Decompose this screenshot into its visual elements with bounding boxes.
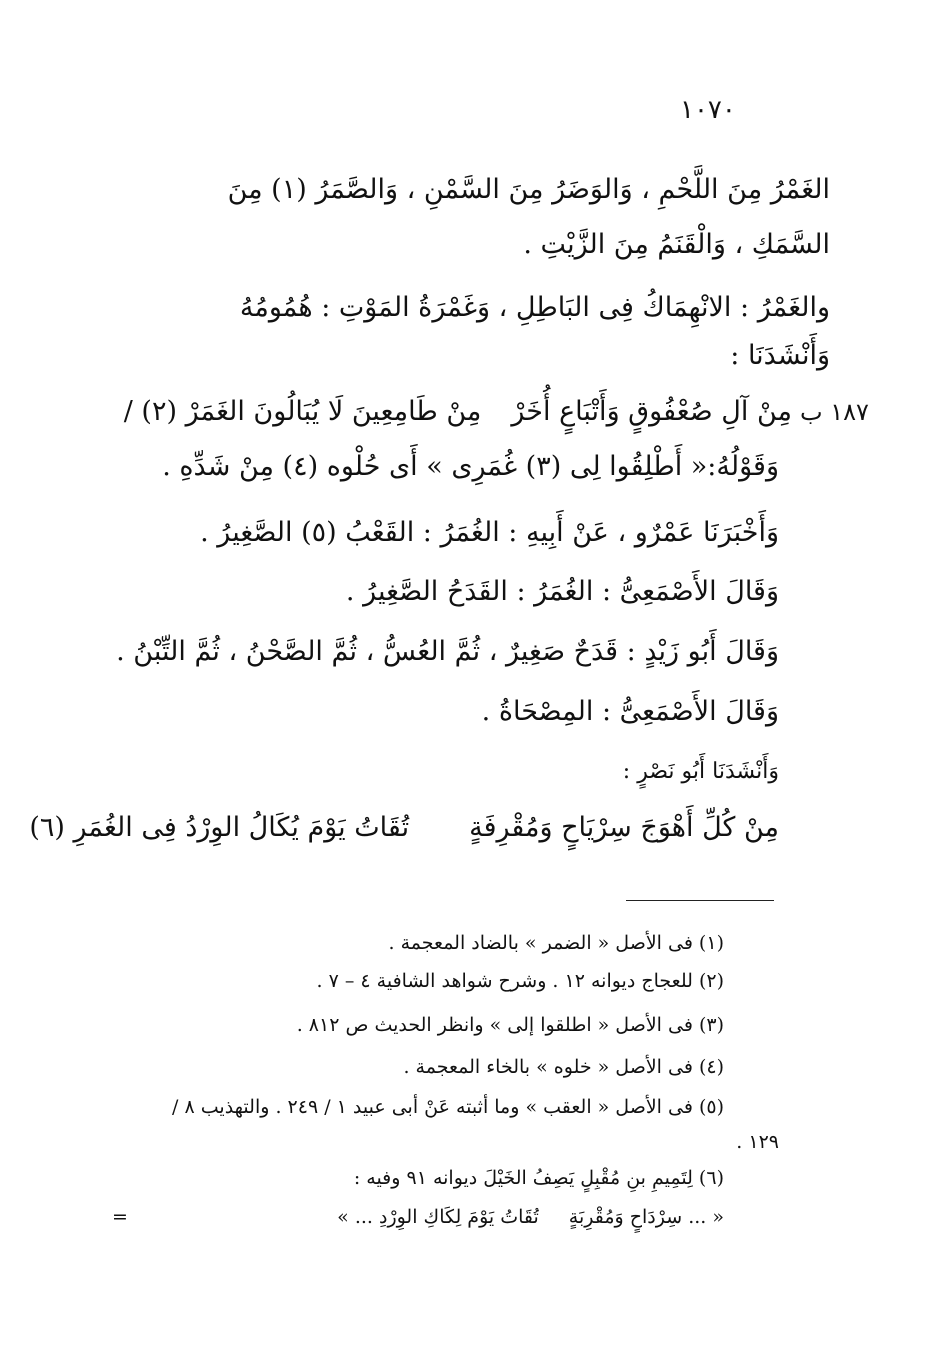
verse-hemistich-right: مِنْ كُلِّ أَهْوَجَ سِرْيَاحٍ وَمُقْرِفَةٍ [469, 812, 779, 843]
footnote: (٣) فى الأصل « اطلقوا إلى » وانظر الحديث ص ٨١٢ . [296, 1014, 724, 1036]
verse-hemistich-left: تُقَاتُ يَوْمَ لِكَاكِ الوِرْدِ ... » [337, 1206, 539, 1228]
verse-hemistich-left: مِنْ طَامِعِينَ لَا يُبَالُونَ الغَمَرْ (٢) / [123, 396, 482, 427]
text-line: وَقَالَ أَبُو زَيْدٍ : قَدَحٌ صَغِيرٌ ، ثُمَّ العُسُّ ، ثُمَّ الصَّحْنُ ، ثُمَّ التِّبْنُ . [116, 636, 779, 667]
continuation-mark: = [112, 1206, 128, 1228]
footnote-continuation: ١٢٩ . [736, 1131, 779, 1153]
footnote: (١) فى الأصل « الضمر » بالضاد المعجمة . [388, 932, 724, 954]
text-line: السَّمَكِ ، وَالْقَنَمُ مِنَ الزَّيْتِ . [523, 229, 830, 260]
footnote-divider [626, 900, 774, 901]
footnote: (٦) لِتَمِيمِ بنِ مُقْبِلٍ يَصِفُ الخَيْلَ ديوانه ٩١ وفيه : [353, 1167, 724, 1189]
text-line: وَقَوْلُهُ:« أَطْلِقُوا لِى (٣) غُمَرِى » أَى حُلْوه (٤) مِنْ شَدِّهِ . [162, 451, 779, 482]
margin-marker: ١٨٧ ب [800, 398, 869, 426]
text-line: والغَمْرُ : الانْهِمَاكُ فِى البَاطِلِ ، وَغَمْرَةُ المَوْتِ : هُمُومُهُ [239, 292, 830, 323]
footnote-verse [337, 1202, 724, 1232]
verse-line [124, 392, 792, 432]
page-number: ١٠٧٠ [680, 95, 736, 125]
text-line: وَقَالَ الأَصْمَعِىُّ : المِصْحَاةُ . [481, 696, 779, 727]
text-line: الغَمْرُ مِنَ اللَّحْمِ ، وَالوَضَرُ مِنَ السَّمْنِ ، وَالصَّمَرُ (١) مِنَ [227, 174, 830, 205]
text-line: وَأَخْبَرَنَا عَمْرٌو ، عَنْ أَبِيهِ : الغُمَرُ : القَعْبُ (٥) الصَّغِيرُ . [200, 517, 779, 548]
verse-hemistich-right: مِنْ آلِ صُعْفُوقٍ وَأَتْبَاعٍ أُخَرْ [511, 396, 792, 427]
verse-hemistich-left: تُقَاتُ يَوْمَ يُكَالُ الوِرْدُ فِى الغُمَرِ (٦) [29, 812, 410, 843]
text-line: وَأَنْشَدَنَا : [730, 340, 830, 371]
verse-line [29, 808, 779, 848]
text-line: وَقَالَ الأَصْمَعِىُّ : الغُمَرُ : القَدَحُ الصَّغِيرُ . [345, 576, 779, 607]
text-line: وَأَنْشَدَنَا أَبُو نَصْرٍ : [622, 759, 779, 784]
footnote: (٥) فى الأصل « العقب » وما أثبته عَنْ أبى عبيد ١ / ٢٤٩ . والتهذيب ٨ / [172, 1096, 724, 1118]
footnote: (٢) للعجاج ديوانه ١٢ . وشرح شواهد الشافية ٤ – ٧ . [316, 970, 724, 992]
verse-hemistich-right: « ... سِرْدَاحٍ وَمُقْرِبَةٍ [568, 1206, 724, 1228]
footnote: (٤) فى الأصل « خلوه » بالخاء المعجمة . [403, 1056, 724, 1078]
